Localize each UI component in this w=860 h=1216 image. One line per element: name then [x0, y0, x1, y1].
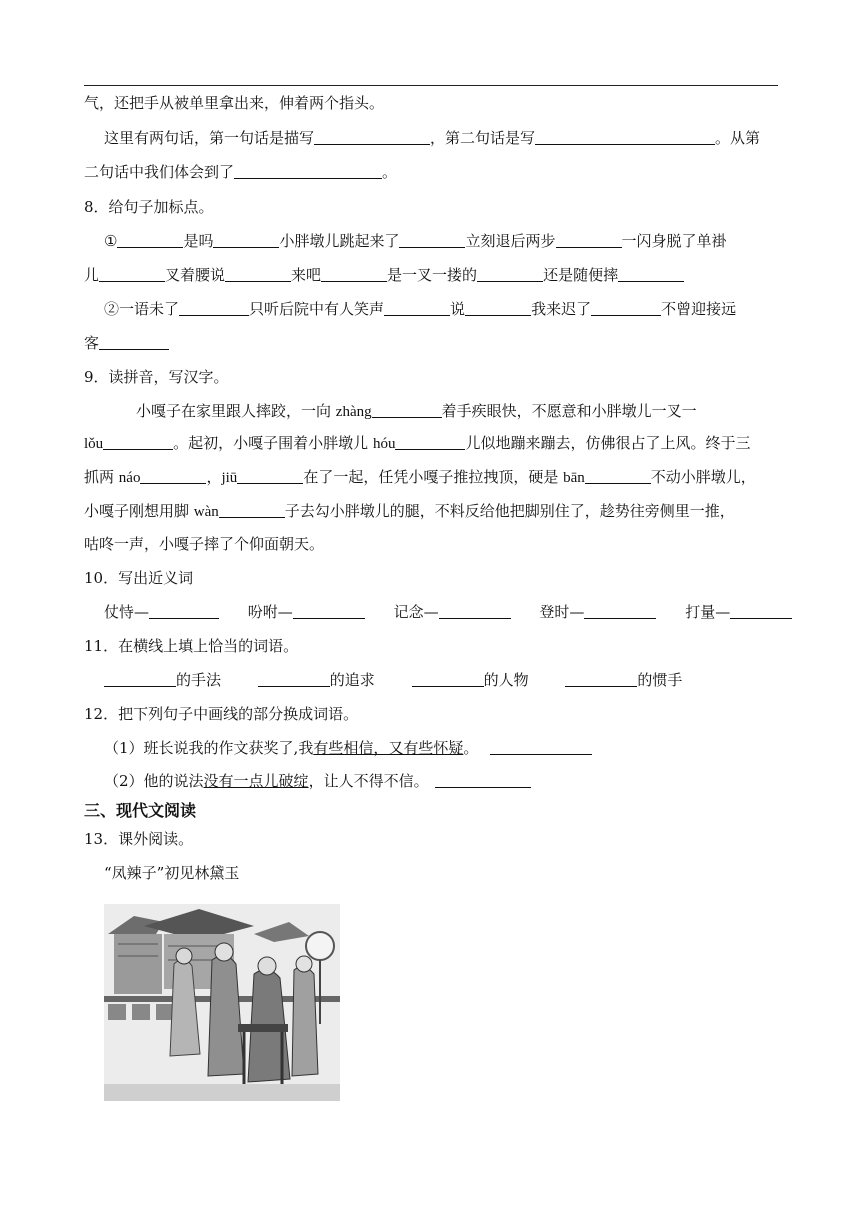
text: 一语未了 — [119, 300, 180, 318]
q7-analysis-line1 — [104, 127, 778, 149]
answer-blank[interactable] — [730, 604, 792, 619]
underlined-phrase: 没有一点儿破绽 — [203, 772, 309, 790]
section-heading: 三、现代文阅读 — [84, 801, 197, 820]
text: 这里有两句话，第一句话是描写 — [104, 129, 315, 147]
text: 登时— — [539, 603, 585, 621]
text: 。 — [382, 163, 398, 181]
answer-blank[interactable] — [234, 164, 382, 179]
text: ① — [104, 232, 118, 250]
q8-sentence2-line1 — [104, 298, 778, 320]
answer-blank[interactable] — [117, 233, 183, 248]
answer-blank[interactable] — [321, 267, 387, 282]
q9-line3 — [84, 466, 778, 489]
text: 仗恃— — [104, 603, 150, 621]
answer-blank[interactable] — [237, 469, 303, 484]
q8-sentence1-line1 — [104, 230, 778, 252]
q12-title: 12．把下列句子中画线的部分换成词语。 — [84, 705, 359, 723]
text: ，第二句话是写 — [430, 129, 536, 147]
text: 客 — [84, 334, 100, 352]
answer-blank[interactable] — [219, 503, 285, 518]
pinyin: zhàng — [335, 404, 372, 420]
answer-blank[interactable] — [556, 233, 622, 248]
text: 。从第 — [715, 129, 761, 147]
text: 儿似地蹦来蹦去，仿佛很占了上风。终于三 — [465, 434, 751, 452]
underlined-phrase: 有些相信，又有些怀疑 — [313, 739, 464, 757]
continued-text: 气，还把手从被单里拿出来，伸着两个指头。 — [84, 94, 385, 112]
text: 来吧 — [291, 266, 322, 284]
text: 不曾迎接远 — [661, 300, 737, 318]
text: 是一叉一搂的 — [387, 266, 478, 284]
text: 。 — [463, 739, 479, 757]
text: 一闪身脱了单褂 — [621, 232, 727, 250]
answer-blank[interactable] — [104, 672, 176, 687]
answer-blank[interactable] — [465, 301, 531, 316]
answer-blank[interactable] — [372, 403, 442, 418]
answer-blank[interactable] — [213, 233, 279, 248]
pinyin: hóu — [372, 436, 396, 452]
pinyin: bān — [563, 470, 585, 486]
answer-blank[interactable] — [314, 130, 430, 145]
q9-line5: 咕咚一声，小嘎子摔了个仰面朝天。 — [84, 535, 325, 553]
answer-blank[interactable] — [103, 435, 173, 450]
text: 吩咐— — [247, 603, 293, 621]
text: 只听后院中有人笑声 — [249, 300, 385, 318]
passage-title: “凤辣子”初见林黛玉 — [104, 864, 240, 882]
text: 抓两 — [84, 468, 119, 486]
text: 的人物 — [483, 671, 529, 689]
answer-blank[interactable] — [293, 604, 365, 619]
q9-line1 — [136, 400, 778, 423]
text: 叉着腰说 — [165, 266, 226, 284]
text: 在了一起，任凭小嘎子推拉拽顶，硬是 — [303, 468, 564, 486]
text: 子去勾小胖墩儿的腿，不料反给他把脚别住了，趁势往旁侧里一推， — [284, 502, 735, 520]
q12-sentence2 — [104, 770, 778, 792]
illustration-svg — [104, 904, 340, 1101]
text: 的手法 — [176, 671, 222, 689]
answer-blank[interactable] — [258, 672, 330, 687]
answer-blank[interactable] — [412, 672, 484, 687]
answer-blank[interactable] — [99, 267, 165, 282]
pinyin: náo — [118, 470, 141, 486]
answer-blank[interactable] — [225, 267, 291, 282]
q13-title: 13．课外阅读。 — [84, 830, 194, 848]
text: 小胖墩儿跳起来了 — [279, 232, 400, 250]
text: 二句话中我们体会到了 — [84, 163, 235, 181]
text: 我来迟了 — [531, 300, 592, 318]
answer-blank[interactable] — [179, 301, 249, 316]
pinyin: wàn — [193, 504, 219, 520]
q10-title: 10．写出近义词 — [84, 569, 194, 587]
text: 小嘎子刚想用脚 — [84, 502, 194, 520]
answer-blank[interactable] — [477, 267, 543, 282]
pinyin: jiū — [221, 470, 238, 486]
text: 着手疾眼快，不愿意和小胖墩儿一叉一 — [441, 402, 697, 420]
q10-items — [104, 601, 778, 623]
answer-blank[interactable] — [149, 604, 219, 619]
answer-blank[interactable] — [99, 335, 169, 350]
text: 。起初，小嘎子围着小胖墩儿 — [173, 434, 373, 452]
answer-blank[interactable] — [591, 301, 661, 316]
text: （2）他的说法 — [104, 772, 204, 790]
q8-sentence1-line2 — [84, 264, 778, 286]
q7-analysis-line2 — [84, 161, 778, 183]
answer-blank[interactable] — [584, 604, 656, 619]
text: 是吗 — [183, 232, 214, 250]
answer-blank[interactable] — [384, 301, 450, 316]
q11-title: 11．在横线上填上恰当的词语。 — [84, 637, 299, 655]
answer-blank[interactable] — [490, 740, 592, 755]
answer-blank[interactable] — [585, 469, 651, 484]
answer-blank[interactable] — [565, 672, 637, 687]
text: 不动小胖墩儿， — [650, 468, 756, 486]
answer-blank[interactable] — [140, 469, 206, 484]
answer-blank[interactable] — [618, 267, 684, 282]
text: 儿 — [84, 266, 100, 284]
text: 还是随便摔 — [543, 266, 619, 284]
q9-line2 — [84, 432, 778, 455]
answer-blank[interactable] — [395, 435, 465, 450]
text: ② — [104, 300, 120, 318]
answer-blank[interactable] — [435, 773, 531, 788]
text: ， — [206, 468, 222, 486]
pinyin: lǒu — [84, 436, 104, 452]
text: ，让人不得不信。 — [308, 772, 429, 790]
text: 打量— — [685, 603, 731, 621]
q11-items — [104, 669, 778, 691]
q9-line4 — [84, 500, 778, 523]
q8-title: 8．给句子加标点。 — [84, 198, 214, 216]
answer-blank[interactable] — [399, 233, 465, 248]
top-rule — [84, 85, 778, 86]
text: 立刻退后两步 — [465, 232, 556, 250]
q12-sentence1 — [104, 737, 778, 759]
q9-title: 9．读拼音，写汉字。 — [84, 368, 229, 386]
illustration — [104, 904, 340, 1101]
text: 说 — [450, 300, 466, 318]
text: 的惯手 — [637, 671, 683, 689]
answer-blank[interactable] — [535, 130, 715, 145]
text: 记念— — [393, 603, 439, 621]
text: 小嘎子在家里跟人摔跤，一向 — [136, 402, 336, 420]
text: 的追求 — [329, 671, 375, 689]
q8-sentence2-line2 — [84, 332, 778, 354]
text: （1）班长说我的作文获奖了,我 — [104, 739, 314, 757]
answer-blank[interactable] — [439, 604, 511, 619]
